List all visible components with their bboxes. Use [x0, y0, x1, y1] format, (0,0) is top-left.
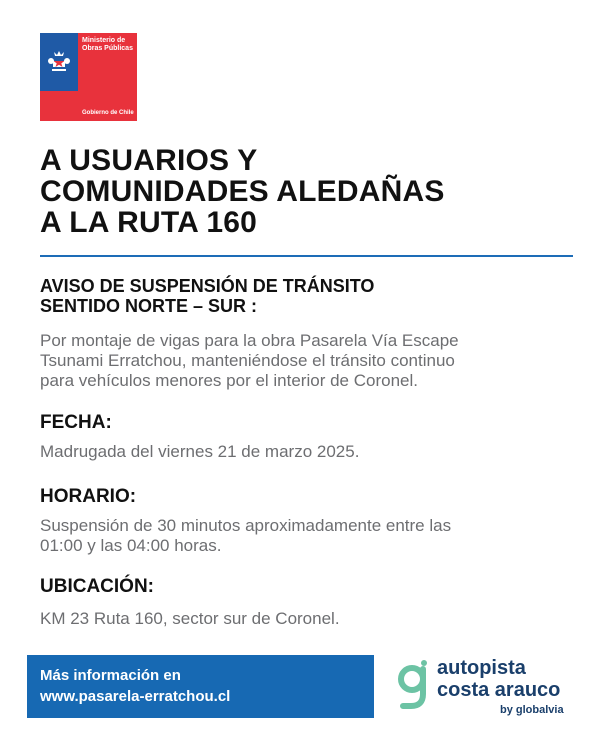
horario-value-line-2: 01:00 y las 04:00 horas. [40, 536, 222, 555]
notice-desc-line-2: Tsunami Erratchou, manteniéndose el tránsito continuo [40, 351, 455, 370]
notice-title [40, 276, 570, 316]
fecha-value: Madrugada del viernes 21 de marzo 2025. [40, 442, 360, 461]
horario-value [40, 516, 580, 556]
notice-title-line-2: SENTIDO NORTE – SUR : [40, 296, 258, 316]
autopista-costa-arauco-logo [397, 656, 597, 718]
ubicacion-value: KM 23 Ruta 160, sector sur de Coronel. [40, 609, 340, 628]
fecha-label: FECHA: [40, 412, 112, 433]
notice-desc-line-1: Por montaje de vigas para la obra Pasarela Vía Escape [40, 331, 459, 350]
more-info-label: Más información en [40, 667, 181, 684]
notice-title-line-1: AVISO DE SUSPENSIÓN DE TRÁNSITO [40, 276, 375, 296]
title-line-2: COMUNIDADES ALEDAÑAS [40, 175, 445, 208]
autopista-g-logo-icon [397, 660, 429, 712]
chile-coat-of-arms-icon [40, 33, 78, 91]
brand-name-line-2: costa arauco [437, 679, 561, 701]
ministry-name: Ministerio de Obras Públicas [82, 37, 133, 52]
section-divider [40, 255, 573, 257]
logo-red-lower-block [40, 91, 78, 121]
title-line-1: A USUARIOS Y [40, 144, 258, 177]
notice-description [40, 331, 580, 391]
brand-name-line-1: autopista [437, 657, 526, 679]
more-info-banner [27, 655, 374, 718]
more-info-link[interactable]: www.pasarela-erratchou.cl [40, 688, 231, 705]
horario-value-line-1: Suspensión de 30 minutos aproximadamente entre las [40, 516, 452, 535]
ubicacion-label: UBICACIÓN: [40, 576, 154, 597]
notice-desc-line-3: para vehículos menores por el interior de Coronel. [40, 371, 418, 390]
page-title [40, 145, 570, 238]
brand-byline: by globalvia [500, 704, 564, 716]
horario-label: HORARIO: [40, 486, 137, 507]
title-line-3: A LA RUTA 160 [40, 206, 258, 239]
ministry-logo [40, 33, 137, 121]
government-name: Gobierno de Chile [82, 110, 134, 116]
